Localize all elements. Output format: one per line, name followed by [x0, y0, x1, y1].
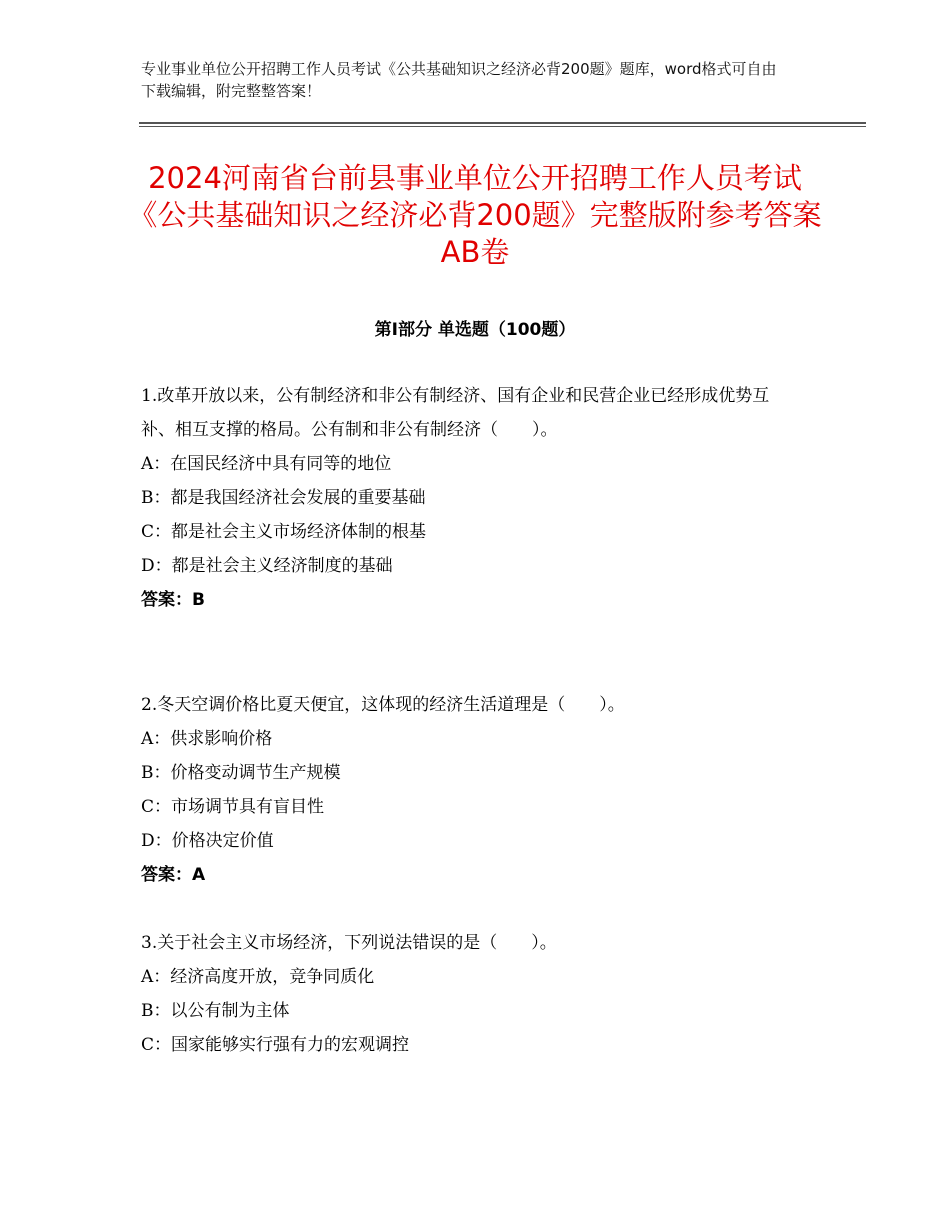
question-3	[141, 926, 801, 1062]
option-d: D：价格决定价值	[141, 831, 274, 851]
option-c: C：国家能够实行强有力的宏观调控	[141, 1035, 410, 1055]
header-divider-thin	[139, 126, 866, 127]
option-a: A：在国民经济中具有同等的地位	[141, 454, 392, 474]
question-text: 1.改革开放以来，公有制经济和非公有制经济、国有企业和民营企业已经形成优势互补、相互支撑的格局。公有制和非公有制经济（ ）。	[141, 386, 770, 440]
option-b: B：都是我国经济社会发展的重要基础	[141, 488, 426, 508]
option-c: C：市场调节具有盲目性	[141, 797, 325, 817]
option-c: C：都是社会主义市场经济体制的根基	[141, 522, 427, 542]
option-a: A：供求影响价格	[141, 729, 273, 749]
question-2	[141, 688, 801, 892]
answer: 答案：A	[141, 865, 206, 885]
option-a: A：经济高度开放，竞争同质化	[141, 967, 375, 987]
question-text: 2.冬天空调价格比夏天便宜，这体现的经济生活道理是（ ）。	[141, 695, 625, 715]
answer: 答案：B	[141, 590, 205, 610]
option-b: B：价格变动调节生产规模	[141, 763, 341, 783]
document-title: 2024河南省台前县事业单位公开招聘工作人员考试《公共基础知识之经济必背200题》完整版附参考答案AB卷	[128, 161, 822, 269]
option-b: B：以公有制为主体	[141, 1001, 290, 1021]
option-d: D：都是社会主义经济制度的基础	[141, 556, 393, 576]
section-heading: 第Ⅰ部分 单选题（100题）	[374, 320, 576, 340]
question-text: 3.关于社会主义市场经济，下列说法错误的是（ ）。	[141, 933, 557, 953]
header-note: 专业事业单位公开招聘工作人员考试《公共基础知识之经济必背200题》题库，word格式可自由下载编辑，附完整整答案！	[141, 60, 777, 100]
question-1	[141, 379, 801, 617]
header-divider	[139, 122, 866, 124]
